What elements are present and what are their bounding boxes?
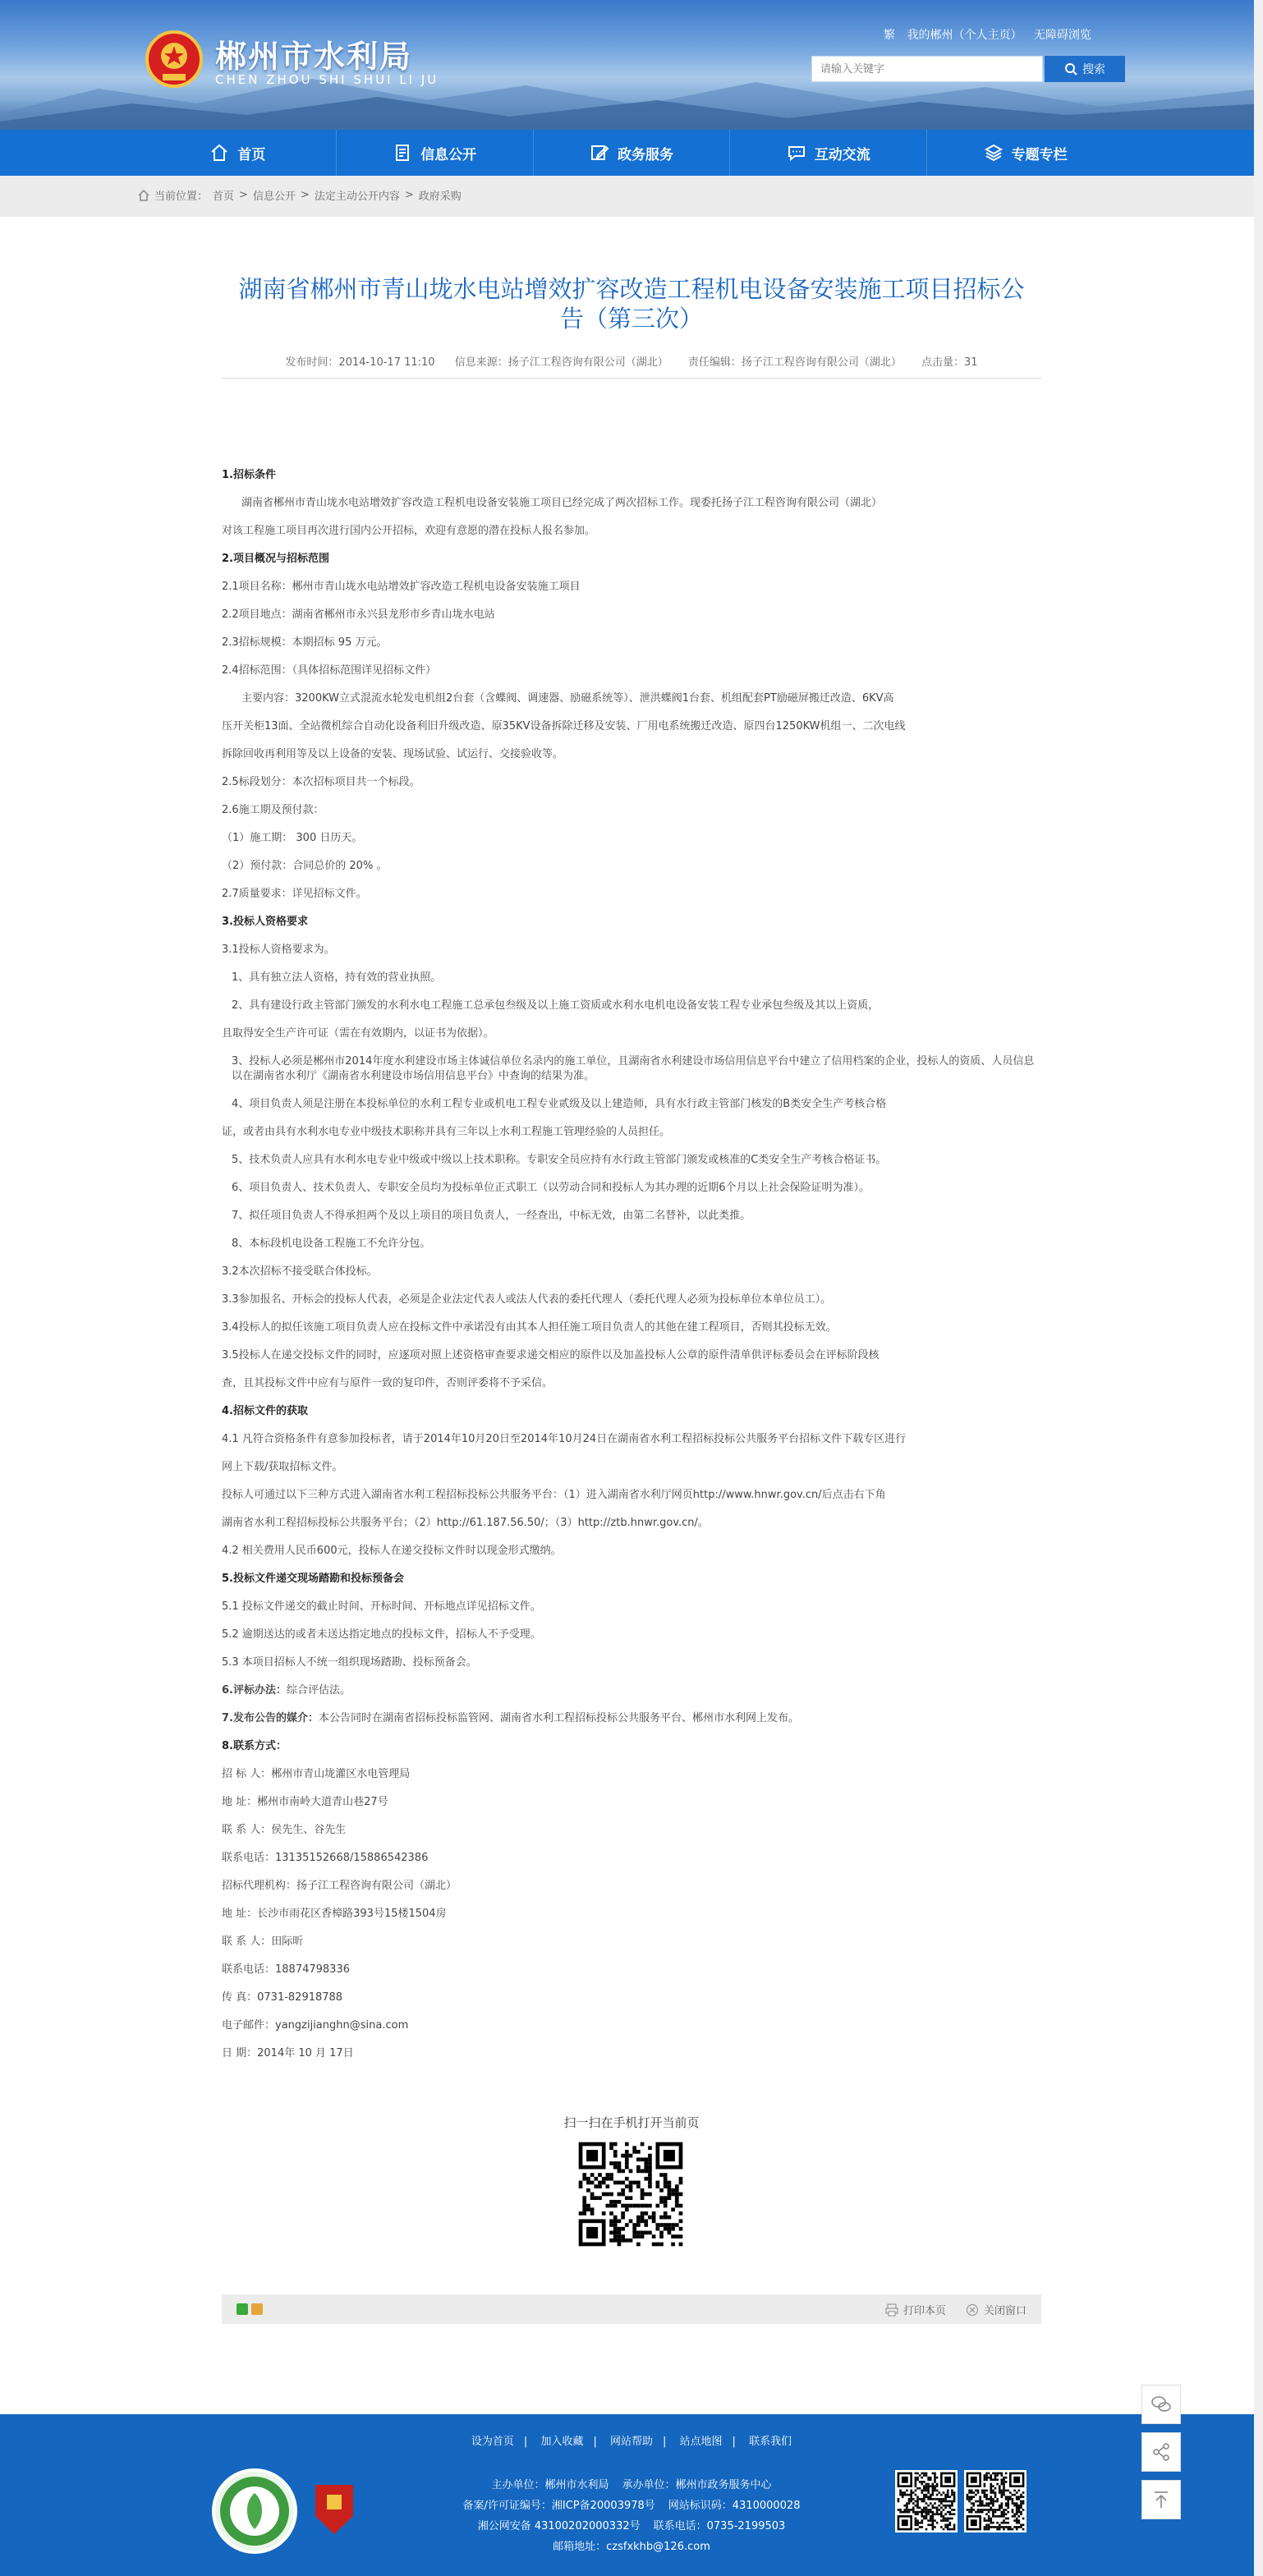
home-icon [138,190,149,201]
paragraph: 投标人可通过以下三种方式进入湖南省水利工程招标投标公共服务平台：（1）进入湖南省水利厅网页http://www.hnwr.gov.cn/后点击右下角 [222,1489,886,1501]
paragraph: 拆除回收再利用等及以上设备的安装、现场试验、试运行、交接验收等。 [222,748,564,760]
site-name[interactable]: 郴州市水利局 [215,39,413,75]
paragraph: 且取得安全生产许可证（需在有效期内，以证书为依据）。 [222,1027,494,1040]
section-heading: 8.联系方式： [222,1740,287,1752]
footer-links [0,2432,1263,2448]
breadcrumb-sep: > [300,189,310,201]
paragraph: 2.4招标范围：（具体招标范围详见招标文件） [222,664,437,677]
paragraph: 4、项目负责人须是注册在本投标单位的水利工程专业或机电工程专业贰级及以上建造师，具有水行政主管部门核发的B类安全生产考核合格 [232,1098,887,1110]
search-button[interactable] [1045,56,1125,82]
breadcrumb-info-public[interactable]: 信息公开 [252,191,296,203]
layers-icon [984,143,1004,163]
paragraph: 证，或者由具有水利水电专业中级技术职称并具有三年以上水利工程施工管理经验的人员担任。 [222,1126,671,1138]
icp-number[interactable]: 备案/许可证编号：湘ICP备20003978号 [462,2500,655,2512]
paragraph: 2.1项目名称：郴州市青山垅水电站增效扩容改造工程机电设备安装施工项目 [222,581,581,593]
paragraph-lead: 7.发布公告的媒介： [222,1712,319,1724]
paragraph: 联系电话：13135152668/15886542386 [222,1852,429,1864]
meta-divider [222,378,1041,379]
contact-phone: 联系电话：0735-2199503 [653,2520,786,2532]
paragraph: 招标代理机构：扬子江工程咨询有限公司（湖北） [222,1880,457,1892]
paragraph: （2）预付款：合同总价的 20% 。 [222,860,388,872]
top-links [884,26,1100,43]
section-heading: 1.招标条件 [222,469,276,481]
print-button[interactable] [885,2302,946,2317]
print-label: 打印本页 [902,2305,946,2317]
breadcrumb-sep: > [239,189,248,201]
paragraph: 4.1 凡符合资格条件有意参加投标者，请于2014年10月20日至2014年10月24日在湖南省水利工程招标投标公共服务平台招标文件下载专区进行 [222,1433,907,1445]
nav-gov-service-label: 政务服务 [617,146,673,163]
nav-special-topics[interactable] [927,130,1123,176]
article-meta [222,353,1041,369]
paragraph: 3.5投标人在递交投标文件的同时，应逐项对照上述资格审查要求递交相应的原件以及加盖投标人公章的原件清单供评标委员会在评标阶段核 [222,1349,880,1361]
scrollbar[interactable] [1254,0,1263,2576]
section-heading: 5.投标文件递交现场踏勘和投标预备会 [222,1573,404,1585]
paragraph: 3.3参加报名、开标会的投标人代表，必须是企业法定代表人或法人代表的委托代理人（委托代理人必须为投标单位本单位员工）。 [222,1293,832,1306]
site-header [0,0,1263,130]
share-icons [237,2303,263,2315]
set-homepage-link[interactable]: 设为首页 [471,2436,514,2448]
share-float-button[interactable] [1141,2432,1181,2472]
wechat-float-button[interactable] [1141,2385,1181,2424]
paragraph-rest: 综合评估法。 [286,1684,351,1697]
paragraph: 联系电话：18874798336 [222,1963,350,1976]
close-icon [966,2303,979,2317]
footer-sep: | [732,2436,736,2448]
paragraph: 湖南省水利工程招标投标公共服务平台；（2）http://61.187.56.50/；（3）http://ztb.hnwr.gov.cn/。 [222,1517,709,1529]
nav-special-topics-label: 专题专栏 [1011,146,1068,163]
paragraph: 8、本标段机电设备工程施工不允许分包。 [232,1237,431,1250]
paragraph: 5、技术负责人应具有水利水电专业中级或中级以上技术职称。专职安全员应持有水行政主管部门颁发或核准的C类安全生产考核合格证书。 [232,1154,887,1166]
chat-icon [787,143,806,163]
paragraph: （1）施工期： 300 日历天。 [222,832,363,844]
breadcrumb-procurement[interactable]: 政府采购 [418,191,462,203]
article-title-line2: 告（第三次） [559,305,703,333]
paragraph: 4.2 相关费用人民币600元，投标人在递交投标文件时以现金形式缴纳。 [222,1545,562,1557]
search-button-label: 搜索 [1082,63,1105,76]
paragraph: 2.3招标规模：本期招标 95 万元。 [222,636,388,649]
paragraph: 3.1投标人资格要求为。 [222,944,335,956]
paragraph: 3、投标人必须是郴州市2014年度水利建设市场主体诚信单位名录内的施工单位，且湖南省水利建设市场信用信息平台中建立了信用档案的企业，投标人的资质、人员信息以在湖南省水利厅《湖南省水利建设市场信用信息平台》中查询的结果为准。 [232,1055,1035,1082]
breadcrumb-prefix: 当前位置： [154,191,209,203]
paragraph: 2.5标段划分：本次招标项目共一个标段。 [222,776,420,788]
nav-info-public[interactable] [337,130,534,176]
paragraph-lead: 6.评标办法： [222,1684,287,1697]
paragraph: 2.7质量要求：详见招标文件。 [222,888,367,900]
document-icon [393,143,412,163]
info-source: 信息来源：扬子江工程咨询有限公司（湖北） [454,356,668,369]
paragraph-rest: 本公告同时在湖南省招标投标监管网、湖南省水利工程招标投标公共服务平台、郴州市水利网上发布。 [318,1712,799,1724]
wechat-share-icon[interactable] [237,2303,248,2315]
article-body [222,461,1041,2068]
print-icon [885,2303,898,2317]
search-input[interactable] [811,56,1043,82]
contact-us-link[interactable]: 联系我们 [749,2436,792,2448]
add-favorite-link[interactable]: 加入收藏 [540,2436,584,2448]
paragraph: 6、项目负责人、技术负责人、专职安全员均为投标单位正式职工（以劳动合同和投标人为其办理的近期6个月以上社会保险证明为准）。 [232,1182,870,1194]
paragraph [222,1677,1041,1705]
weibo-share-icon[interactable] [251,2303,263,2315]
paragraph: 2、具有建设行政主管部门颁发的水利水电工程施工总承包叁级及以上施工资质或水利水电机电设备安装工程专业承包叁级及其以上资质， [232,999,880,1012]
paragraph: 地 址：长沙市雨花区香樟路393号15楼1504房 [222,1908,447,1920]
section-heading: 4.招标文件的获取 [222,1405,308,1417]
footer-sep: | [663,2436,667,2448]
search-icon [1064,62,1077,76]
edit-icon [590,143,609,163]
paragraph: 日 期：2014年 10 月 17日 [222,2047,354,2059]
site-code: 网站标识码：4310000028 [668,2500,801,2512]
paragraph: 3.4投标人的拟任该施工项目负责人应在投标文件中承诺没有由其本人担任施工项目负责人的其他在建工程项目，否则其投标无效。 [222,1321,837,1334]
share-bar [222,2294,1041,2324]
paragraph: 2.2项目地点：湖南省郴州市永兴县龙形市乡青山垅水电站 [222,608,495,621]
organizer: 承办单位：郴州市政务服务中心 [622,2479,772,2491]
paragraph: 地 址：郴州市南岭大道青山巷27号 [222,1796,388,1808]
accessibility-link[interactable]: 无障碍浏览 [1033,29,1091,42]
close-window-button[interactable] [966,2302,1026,2317]
article-title-line1: 湖南省郴州市青山垅水电站增效扩容改造工程机电设备安装施工项目招标公 [238,275,1025,303]
footer-qr-code [964,2470,1026,2532]
footer-sep: | [523,2436,528,2448]
nav-home[interactable] [140,130,337,176]
section-heading: 2.项目概况与招标范围 [222,553,329,565]
page-qr-code [575,2138,687,2250]
back-to-top-button[interactable] [1141,2480,1181,2519]
paragraph: 电子邮件：yangzijianghn@sina.com [222,2019,409,2032]
article-title [222,274,1041,333]
site-name-en: CHEN ZHOU SHI SHUI LI JU [215,72,439,87]
nav-info-public-label: 信息公开 [420,146,477,163]
paragraph: 对该工程施工项目再次进行国内公开招标，欢迎有意愿的潜在投标人报名参加。 [222,525,596,537]
traditional-chinese-link[interactable]: 繁 [884,29,895,42]
paragraph: 传 真：0731-82918788 [222,1991,343,2004]
paragraph: 联 系 人：侯先生、谷先生 [222,1824,347,1836]
paragraph: 主要内容：3200KW立式混流水轮发电机组2台套（含蝶阀、调速器、励磁系统等）、泄洪蝶阀1台套、机组配套PT励磁屏搬迁改造、6KV高 [241,692,894,705]
paragraph: 查，且其投标文件中应有与原件一致的复印件，否则评委将不予采信。 [222,1377,553,1389]
close-window-label: 关闭窗口 [983,2305,1026,2317]
nav-home-label: 首页 [237,146,266,163]
paragraph: 网上下载/获取招标文件。 [222,1461,343,1473]
paragraph: 5.1 投标文件递交的截止时间、开标时间、开标地点详见招标文件。 [222,1600,541,1613]
footer-sep: | [593,2436,597,2448]
wechat-icon [1150,2393,1173,2416]
share-icon [1150,2441,1173,2464]
paragraph [222,1705,1041,1733]
paragraph: 5.3 本项目招标人不统一组织现场踏勘、投标预备会。 [222,1656,477,1669]
nav-gov-service[interactable] [534,130,731,176]
breadcrumb-mandatory-public[interactable]: 法定主动公开内容 [314,191,400,203]
editor: 责任编辑：扬子江工程咨询有限公司（湖北） [687,356,902,369]
paragraph: 2.6施工期及预付款： [222,804,324,816]
breadcrumb [138,187,462,203]
paragraph: 联 系 人：田际昕 [222,1935,304,1948]
home-icon [209,143,229,163]
nav-interaction-label: 互动交流 [814,146,870,163]
paragraph: 压开关柜13面、全站微机综合自动化设备利旧升级改造、原35KV设备拆除迁移及安装、厂用电系统搬迁改造、原四台1250KW机组一、二次电线 [222,720,906,732]
national-emblem-icon [145,28,204,92]
paragraph: 招 标 人：郴州市青山垅灌区水电管理局 [222,1768,411,1780]
publish-date: 发布时间：2014-10-17 11:10 [285,356,435,369]
personal-page-link[interactable]: 我的郴州（个人主页） [907,29,1022,42]
breadcrumb-home[interactable]: 首页 [213,191,235,203]
sitemap-link[interactable]: 站点地图 [679,2436,723,2448]
contact-email: 邮箱地址：czsfxkhb@126.com [553,2541,710,2553]
site-footer [0,2414,1263,2576]
police-record[interactable]: 湘公网安备 43100202000332号 [477,2520,641,2532]
paragraph: 湖南省郴州市青山垅水电站增效扩容改造工程机电设备安装施工项目已经完成了两次招标工作。现委托扬子江工程咨询有限公司（湖北） [241,497,883,509]
sponsor: 主办单位：郴州市水利局 [491,2479,609,2491]
breadcrumb-sep: > [404,189,414,201]
paragraph: 1、具有独立法人资格，持有效的营业执照。 [232,971,442,984]
paragraph: 5.2 逾期送达的或者未送达指定地点的投标文件，招标人不予受理。 [222,1628,541,1641]
hit-count: 点击量：31 [921,356,978,369]
back-to-top-icon [1150,2488,1173,2511]
qr-label: 扫一扫在手机打开当前页 [563,2115,700,2130]
footer-info [0,2475,1263,2557]
section-heading: 3.投标人资格要求 [222,916,308,928]
main-nav [0,130,1263,176]
footer-qr-code [895,2470,958,2532]
nav-interaction[interactable] [730,130,927,176]
paragraph: 3.2本次招标不接受联合体投标。 [222,1265,378,1278]
site-help-link[interactable]: 网站帮助 [609,2436,653,2448]
paragraph: 7、拟任项目负责人不得承担两个及以上项目的项目负责人，一经查出，中标无效，由第二名替补，以此类推。 [232,1210,751,1222]
